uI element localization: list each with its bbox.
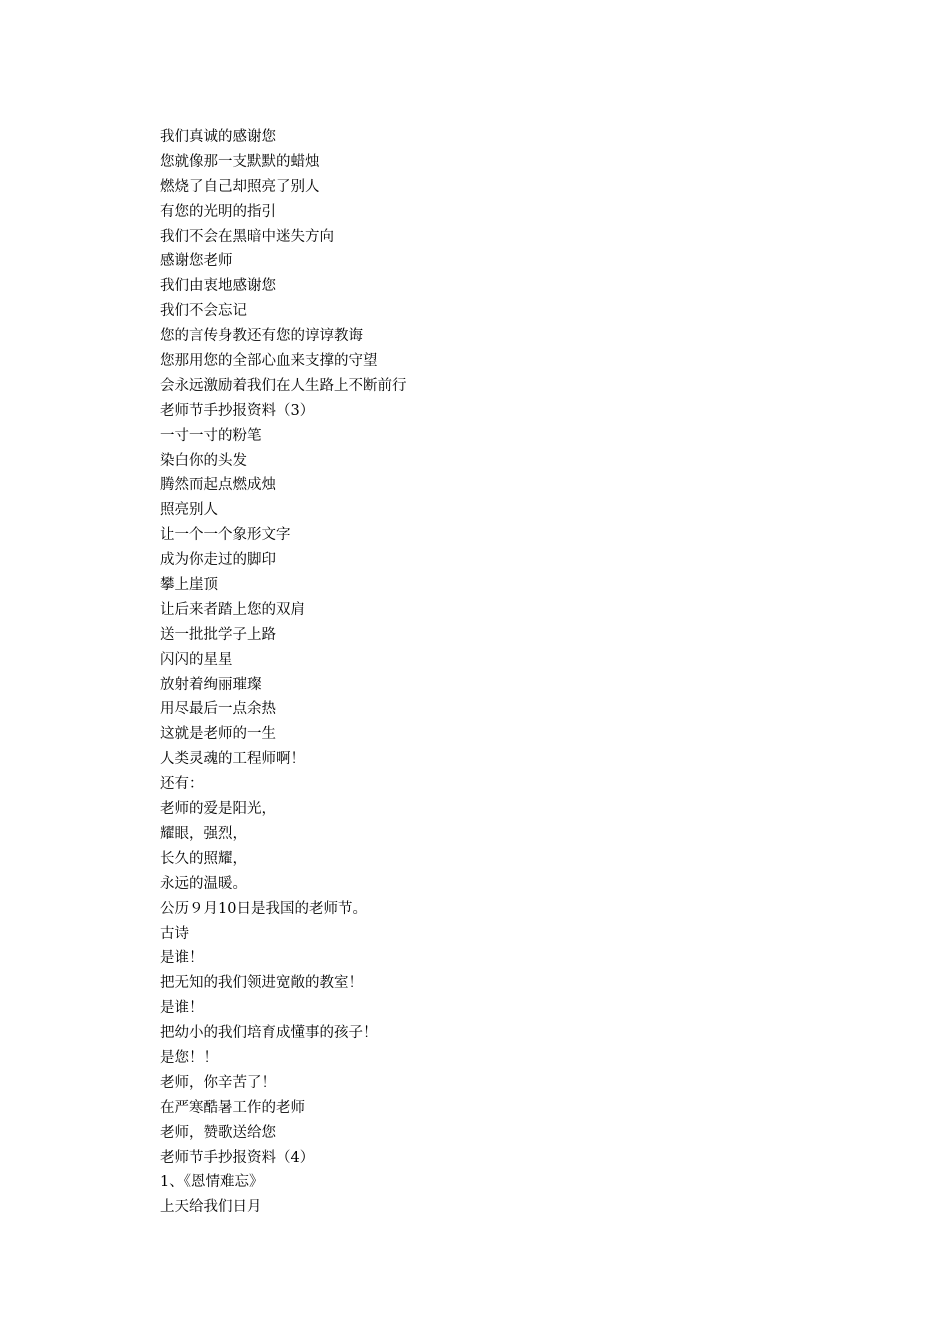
text-line: 燃烧了自己却照亮了别人 [160, 178, 320, 195]
text-line: 这就是老师的一生 [160, 726, 276, 743]
text-line: 永远的温暖。 [160, 875, 247, 892]
text-line: 我们不会忘记 [160, 303, 247, 320]
text-line: 是您！！ [160, 1049, 218, 1066]
text-line: 长久的照耀， [160, 850, 247, 867]
text-line: 耀眼，强烈， [160, 825, 247, 842]
text-line: 在严寒酷暑工作的老师 [160, 1099, 305, 1116]
text-line: 您那用您的全部心血来支撑的守望 [160, 353, 378, 370]
text-line: 让一个一个象形文字 [160, 527, 291, 544]
text-line: 是谁！ [160, 1000, 204, 1017]
text-line: 用尽最后一点余热 [160, 701, 276, 718]
section-heading: 老师节手抄报资料（3） [160, 402, 315, 419]
text-line: 成为你走过的脚印 [160, 552, 276, 569]
text-line: 照亮别人 [160, 502, 218, 519]
text-line: 一寸一寸的粉笔 [160, 427, 262, 444]
text-line: 还有： [160, 776, 204, 793]
text-line: 我们不会在黑暗中迷失方向 [160, 228, 334, 245]
text-line: 把幼小的我们培育成懂事的孩子！ [160, 1025, 378, 1042]
text-line: 老师，你辛苦了！ [160, 1074, 276, 1091]
text-line: 上天给我们日月 [160, 1199, 262, 1216]
text-line: 老师的爱是阳光， [160, 801, 276, 818]
text-line: 老师，赞歌送给您 [160, 1124, 276, 1141]
text-line: 感谢您老师 [160, 253, 233, 270]
text-line: 您的言传身教还有您的谆谆教诲 [160, 328, 363, 345]
text-line: 我们由衷地感谢您 [160, 278, 276, 295]
text-line: 染白你的头发 [160, 452, 247, 469]
text-line: 我们真诚的感谢您 [160, 129, 276, 145]
text-line: 把无知的我们领进宽敞的教室！ [160, 975, 363, 992]
section-heading: 老师节手抄报资料（4） [160, 1149, 315, 1166]
text-line: 是谁！ [160, 950, 204, 967]
text-line: 送一批批学子上路 [160, 626, 276, 643]
text-line: 闪闪的星星 [160, 651, 233, 668]
text-line: 您就像那一支默默的蜡烛 [160, 153, 320, 170]
text-line: 古诗 [160, 925, 189, 942]
text-line: 公历９月10日是我国的老师节。 [160, 900, 367, 917]
text-line: 有您的光明的指引 [160, 203, 276, 220]
text-line: 腾然而起点燃成烛 [160, 477, 276, 494]
text-line: 会永远激励着我们在人生路上不断前行 [160, 377, 407, 394]
text-line: 让后来者踏上您的双肩 [160, 601, 305, 618]
document-body [160, 125, 860, 1220]
text-line: 放射着绚丽璀璨 [160, 676, 262, 693]
text-line: 人类灵魂的工程师啊！ [160, 751, 305, 768]
text-line: 攀上崖顶 [160, 577, 218, 594]
text-line: 1、《恩情难忘》 [160, 1174, 264, 1191]
